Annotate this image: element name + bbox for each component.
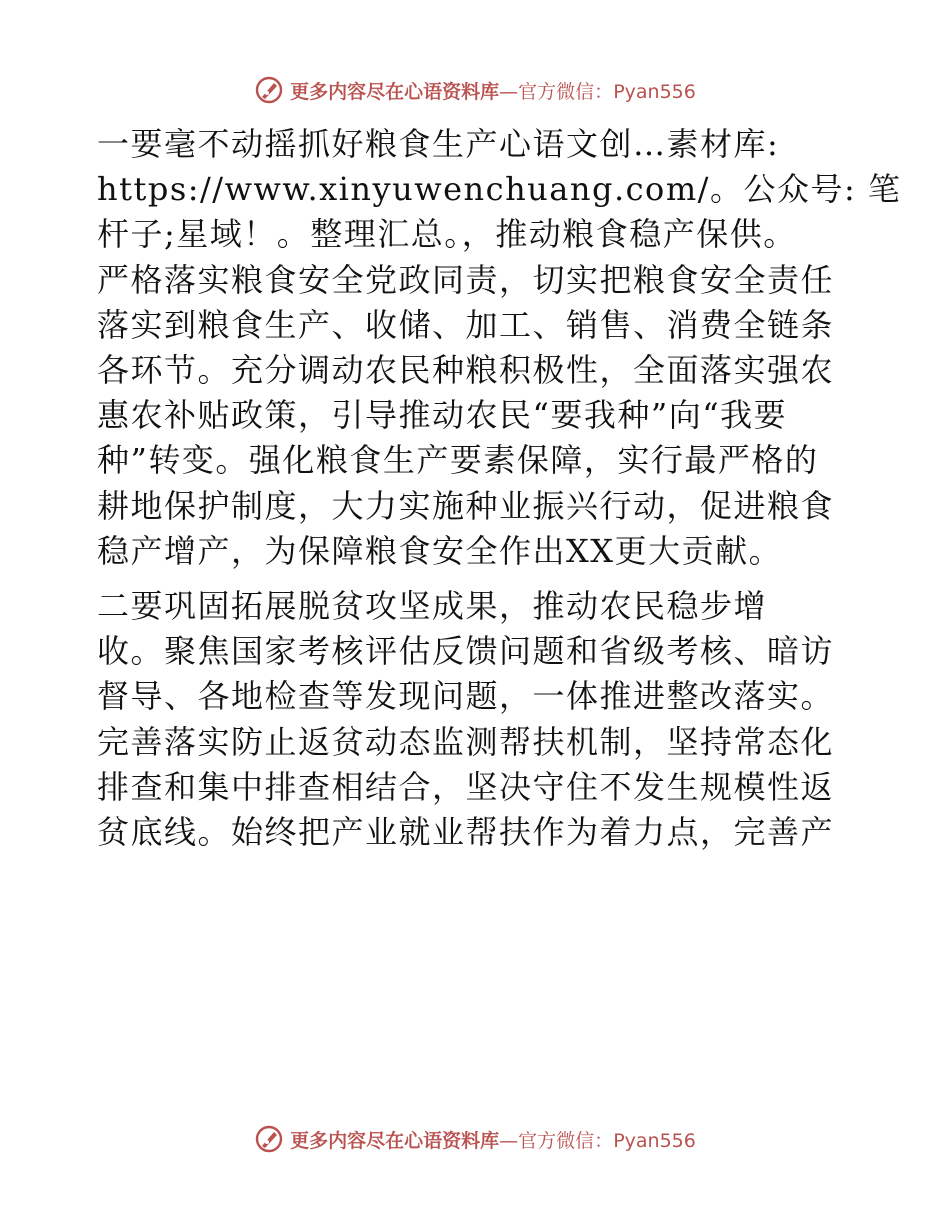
text-line: 种”转变。强化粮食生产要素保障，实行最严格的 [97, 441, 819, 480]
text-line: 落实到粮食生产、收储、加工、销售、消费全链条 [97, 305, 835, 344]
text-line: 收。聚焦国家考核评估反馈问题和省级考核、暗访 [97, 632, 835, 671]
text-line: 贫底线。始终把产业就业帮扶作为着力点，完善产 [97, 813, 835, 852]
text-line: 完善落实防止返贫动态监测帮扶机制，坚持常态化 [97, 722, 835, 761]
text-line: 排查和集中排查相结合，坚决守住不发生规模性返 [97, 767, 835, 806]
text-line: 各环节。充分调动农民种粮积极性，全面落实强农 [97, 351, 835, 390]
document-body [97, 122, 902, 855]
pen-nib-logo-icon [254, 1124, 284, 1154]
header-wechat-label: 官方微信： [518, 80, 614, 103]
text-line: 杆子;星域！。整理汇总。，推动粮食稳产保供。 [97, 215, 797, 254]
text-line: 惠农补贴政策，引导推动农民“要我种”向“我要 [97, 396, 788, 435]
text-line: 耕地保护制度，大力实施种业振兴行动，促进粮食 [97, 486, 835, 525]
paragraph-2 [97, 584, 857, 855]
footer-separator: — [499, 1129, 519, 1152]
footer-brand: 更多内容尽在心语资料库 [290, 1129, 500, 1152]
header-banner-text [290, 77, 696, 104]
text-line: 督导、各地检查等发现问题，一体推进整改落实。 [97, 677, 835, 716]
footer-wechat-id: Pyan556 [613, 1129, 696, 1152]
header-banner [0, 70, 950, 110]
text-line: 一要毫不动摇抓好粮食生产心语文创…素材库: [97, 125, 780, 163]
text-line: 二要巩固拓展脱贫攻坚成果，推动农民稳步增 [97, 587, 768, 626]
text-line: https://www.xinyuwenchuang.com/。公众号: 笔 [97, 170, 902, 209]
footer-wechat-label: 官方微信： [518, 1129, 614, 1152]
footer-banner-text [290, 1126, 696, 1153]
footer-banner [0, 1119, 950, 1159]
header-wechat-id: Pyan556 [613, 80, 696, 103]
header-brand: 更多内容尽在心语资料库 [290, 80, 500, 103]
pen-nib-logo-icon [254, 75, 284, 105]
text-line: 稳产增产，为保障粮食安全作出XX更大贡献。 [97, 531, 783, 570]
paragraph-1 [97, 122, 902, 574]
header-separator: — [499, 80, 519, 103]
text-line: 严格落实粮食安全党政同责，切实把粮食安全责任 [97, 260, 835, 299]
